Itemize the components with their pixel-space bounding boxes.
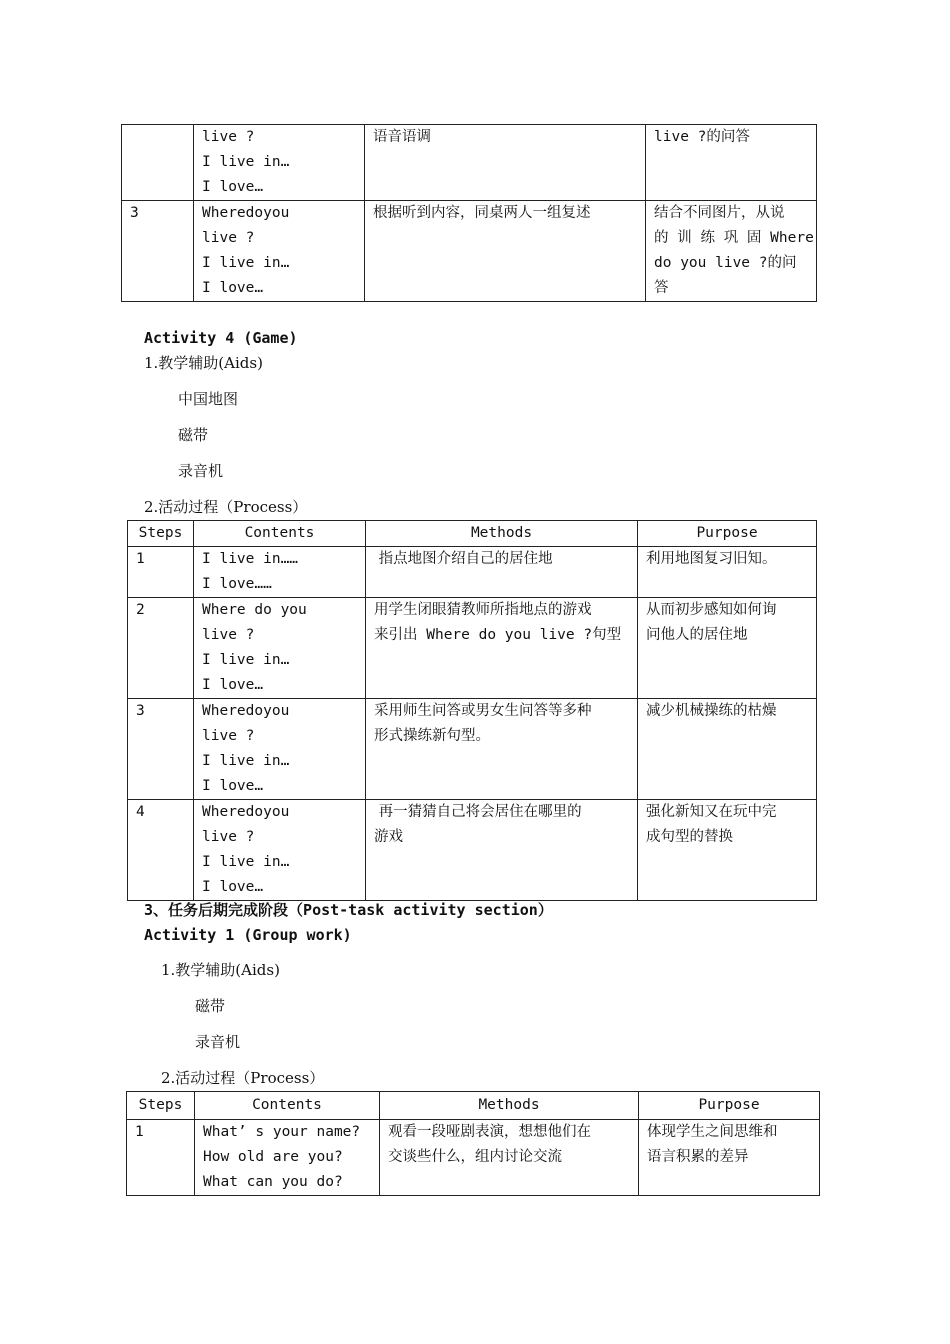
methods-cell: 采用师生问答或男女生问答等多种 形式操练新句型。 — [366, 699, 638, 800]
aid-item: 磁带 — [178, 426, 209, 444]
methods-cell: 再一猜猜自己将会居住在哪里的 游戏 — [366, 800, 638, 901]
aid-item: 中国地图 — [178, 390, 239, 408]
purpose-cell: 强化新知又在玩中完 成句型的替换 — [638, 800, 817, 901]
post-process-label: 2.活动过程（Process） — [161, 1069, 325, 1087]
post-aids-label: 1.教学辅助(Aids) — [161, 961, 280, 979]
header-purpose: Purpose — [638, 521, 817, 547]
header-contents: Contents — [195, 1092, 380, 1120]
step-cell: 2 — [128, 598, 194, 699]
contents-cell: Wheredoyou live ? I live in… I love… — [194, 699, 366, 800]
table-top — [121, 124, 817, 302]
post-activity-heading: Activity 1 (Group work) — [144, 926, 352, 944]
aid-item: 录音机 — [195, 1033, 241, 1051]
header-steps: Steps — [128, 521, 194, 547]
contents-cell: What’ s your name? How old are you? What can you do? — [195, 1120, 380, 1196]
table-row — [122, 125, 817, 201]
activity4-process-label: 2.活动过程（Process） — [144, 498, 308, 516]
step-cell: 1 — [127, 1120, 195, 1196]
purpose-cell: 利用地图复习旧知。 — [638, 547, 817, 598]
step-cell: 1 — [128, 547, 194, 598]
table-header-row — [127, 1092, 820, 1120]
contents-cell: Wheredoyou live ? I live in… I love… — [194, 800, 366, 901]
aid-item: 磁带 — [195, 997, 226, 1015]
methods-cell: 观看一段哑剧表演，想想他们在 交谈些什么，组内讨论交流 — [380, 1120, 639, 1196]
table-activity4 — [127, 520, 817, 901]
contents-cell: I live in…… I love…… — [194, 547, 366, 598]
methods-cell: 语音语调 — [365, 125, 646, 201]
table-row — [127, 1120, 820, 1196]
step-cell: 4 — [128, 800, 194, 901]
contents-cell: Wheredoyou live ? I live in… I love… — [194, 201, 365, 302]
purpose-cell: 减少机械操练的枯燥 — [638, 699, 817, 800]
activity4-heading: Activity 4 (Game) — [144, 329, 298, 347]
table-header-row — [128, 521, 817, 547]
header-contents: Contents — [194, 521, 366, 547]
table-post-task — [126, 1091, 820, 1196]
purpose-cell: live ?的问答 — [646, 125, 817, 201]
step-cell — [122, 125, 194, 201]
methods-cell: 指点地图介绍自己的居住地 — [366, 547, 638, 598]
methods-cell: 用学生闭眼猜教师所指地点的游戏 来引出 Where do you live ?句型 — [366, 598, 638, 699]
header-methods: Methods — [380, 1092, 639, 1120]
contents-cell: Where do you live ? I live in… I love… — [194, 598, 366, 699]
post-task-heading: 3、任务后期完成阶段（Post-task activity section） — [144, 901, 553, 919]
purpose-cell: 体现学生之间思维和 语言积累的差异 — [639, 1120, 820, 1196]
header-steps: Steps — [127, 1092, 195, 1120]
table-row — [128, 699, 817, 800]
step-cell: 3 — [122, 201, 194, 302]
aid-item: 录音机 — [178, 462, 224, 480]
methods-cell: 根据听到内容，同桌两人一组复述 — [365, 201, 646, 302]
header-methods: Methods — [366, 521, 638, 547]
table-row — [128, 547, 817, 598]
table-row — [128, 598, 817, 699]
purpose-cell: 从而初步感知如何询 问他人的居住地 — [638, 598, 817, 699]
table-row — [122, 201, 817, 302]
contents-cell: live ? I live in… I love… — [194, 125, 365, 201]
activity4-aids-label: 1.教学辅助(Aids) — [144, 354, 263, 372]
purpose-cell: 结合不同图片，从说 的 训 练 巩 固 Where do you live ?的问 答 — [646, 201, 817, 302]
table-row — [128, 800, 817, 901]
step-cell: 3 — [128, 699, 194, 800]
header-purpose: Purpose — [639, 1092, 820, 1120]
